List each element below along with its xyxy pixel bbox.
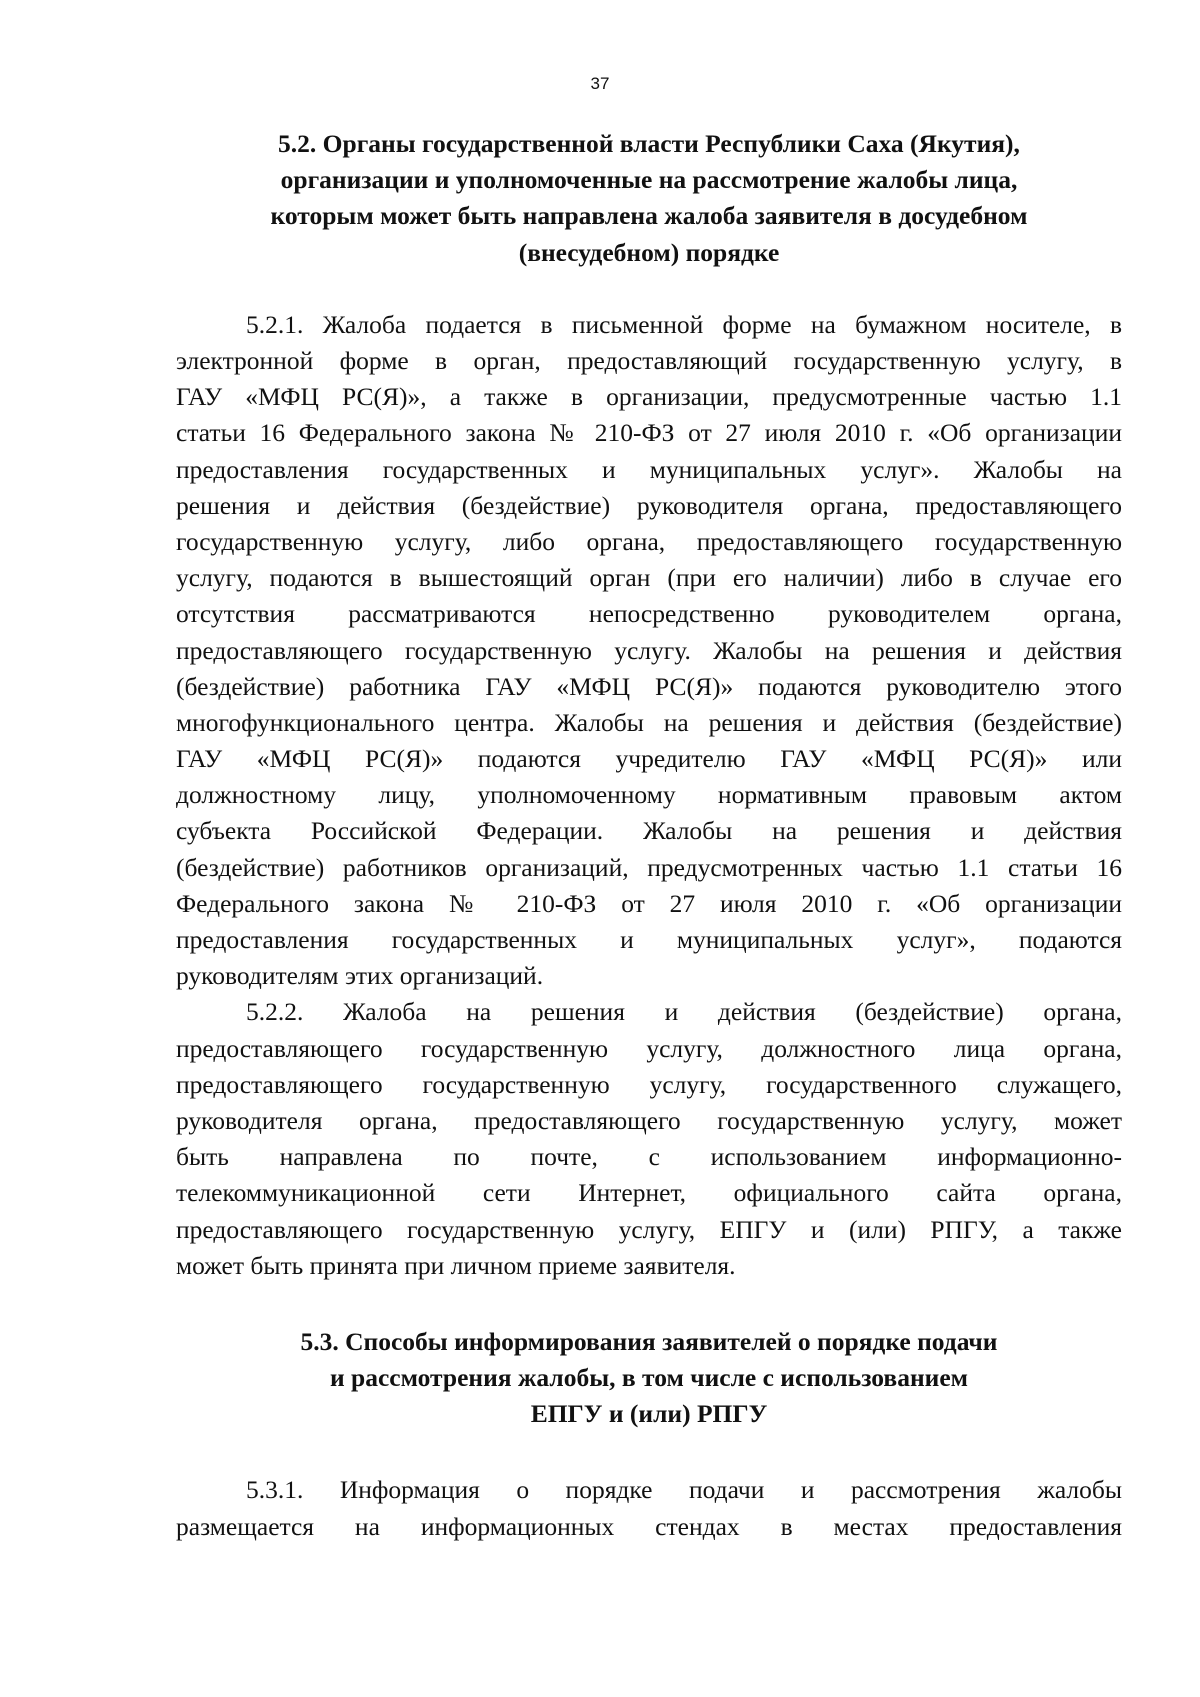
text-line: (бездействие) работников организаций, предусмотренных частью 1.1 статьи 16 xyxy=(176,852,1122,882)
text-line: решения и действия (бездействие) руководителя органа, предоставляющего xyxy=(176,490,1122,520)
heading-line: 5.3. Способы информирования заявителей о порядке подачи xyxy=(300,1326,998,1356)
text-line: многофункционального центра. Жалобы на решения и действия (бездействие) xyxy=(176,707,1122,737)
text-line: статьи 16 Федерального закона № 210-ФЗ от 27 июля 2010 г. «Об организации xyxy=(176,418,1122,448)
text-line: руководителям этих организаций. xyxy=(176,961,544,991)
text-line: должностному лицу, уполномоченному нормативным правовым актом xyxy=(176,780,1122,810)
text-line: субъекта Российской Федерации. Жалобы на решения и действия xyxy=(176,816,1122,846)
text-line: 5.3.1. Информация о порядке подачи и рассмотрения жалобы xyxy=(246,1475,1122,1505)
text-line: телекоммуникационной сети Интернет, официального сайта органа, xyxy=(176,1178,1122,1208)
paragraph-5-2-1 xyxy=(176,307,1122,995)
paragraph-5-2-2 xyxy=(176,994,1122,1284)
text-line: предоставления государственных и муниципальных услуг». Жалобы на xyxy=(176,454,1122,484)
text-line: 5.2.1. Жалоба подается в письменной форме на бумажном носителе, в xyxy=(246,309,1122,339)
text-line: руководителя органа, предоставляющего государственную услугу, может xyxy=(176,1105,1122,1135)
heading-line: ЕПГУ и (или) РПГУ xyxy=(530,1399,768,1429)
text-line: ГАУ «МФЦ РС(Я)», а также в организации, предусмотренные частью 1.1 xyxy=(176,382,1122,412)
paragraph-5-3-1 xyxy=(176,1472,1122,1544)
heading-line: организации и уполномоченные на рассмотрение жалобы лица, xyxy=(280,165,1018,195)
text-line: государственную услугу, либо органа, предоставляющего государственную xyxy=(176,526,1122,556)
text-line: электронной форме в орган, предоставляющий государственную услугу, в xyxy=(176,346,1122,375)
text-line: (бездействие) работника ГАУ «МФЦ РС(Я)» подаются руководителю этого xyxy=(176,671,1122,701)
text-line: размещается на информационных стендах в местах предоставления xyxy=(176,1511,1122,1541)
text-line: предоставления государственных и муниципальных услуг», подаются xyxy=(176,925,1122,954)
heading-line: 5.2. Органы государственной власти Республики Саха (Якутия), xyxy=(278,129,1020,158)
text-line: предоставляющего государственную услугу, ЕПГУ и (или) РПГУ, а также xyxy=(176,1214,1122,1244)
text-line: отсутствия рассматриваются непосредственно руководителем органа, xyxy=(176,599,1122,629)
text-line: предоставляющего государственную услугу, государственного служащего, xyxy=(176,1069,1122,1099)
text-line: Федерального закона № 210-ФЗ от 27 июля 2010 г. «Об организации xyxy=(176,888,1122,918)
text-line: предоставляющего государственную услугу, должностного лица органа, xyxy=(176,1033,1122,1063)
heading-line: (внесудебном) порядке xyxy=(518,237,780,267)
heading-line: которым может быть направлена жалоба заявителя в досудебном xyxy=(270,201,1028,231)
heading-line: и рассмотрения жалобы, в том числе с использованием xyxy=(329,1363,969,1393)
page-number: 37 xyxy=(590,74,610,93)
document-body xyxy=(176,126,1122,1545)
text-line: быть направлена по почте, с использованием информационно- xyxy=(176,1142,1122,1172)
section-5-2-heading xyxy=(176,126,1122,271)
text-line: может быть принята при личном приеме заявителя. xyxy=(176,1250,736,1280)
section-5-3-heading xyxy=(176,1324,1122,1433)
text-line: ГАУ «МФЦ РС(Я)» подаются учредителю ГАУ «МФЦ РС(Я)» или xyxy=(176,744,1122,774)
text-line: предоставляющего государственную услугу. Жалобы на решения и действия xyxy=(176,635,1122,665)
text-line: 5.2.2. Жалоба на решения и действия (бездействие) органа, xyxy=(246,997,1122,1027)
text-line: услугу, подаются в вышестоящий орган (при его наличии) либо в случае его xyxy=(176,563,1122,593)
